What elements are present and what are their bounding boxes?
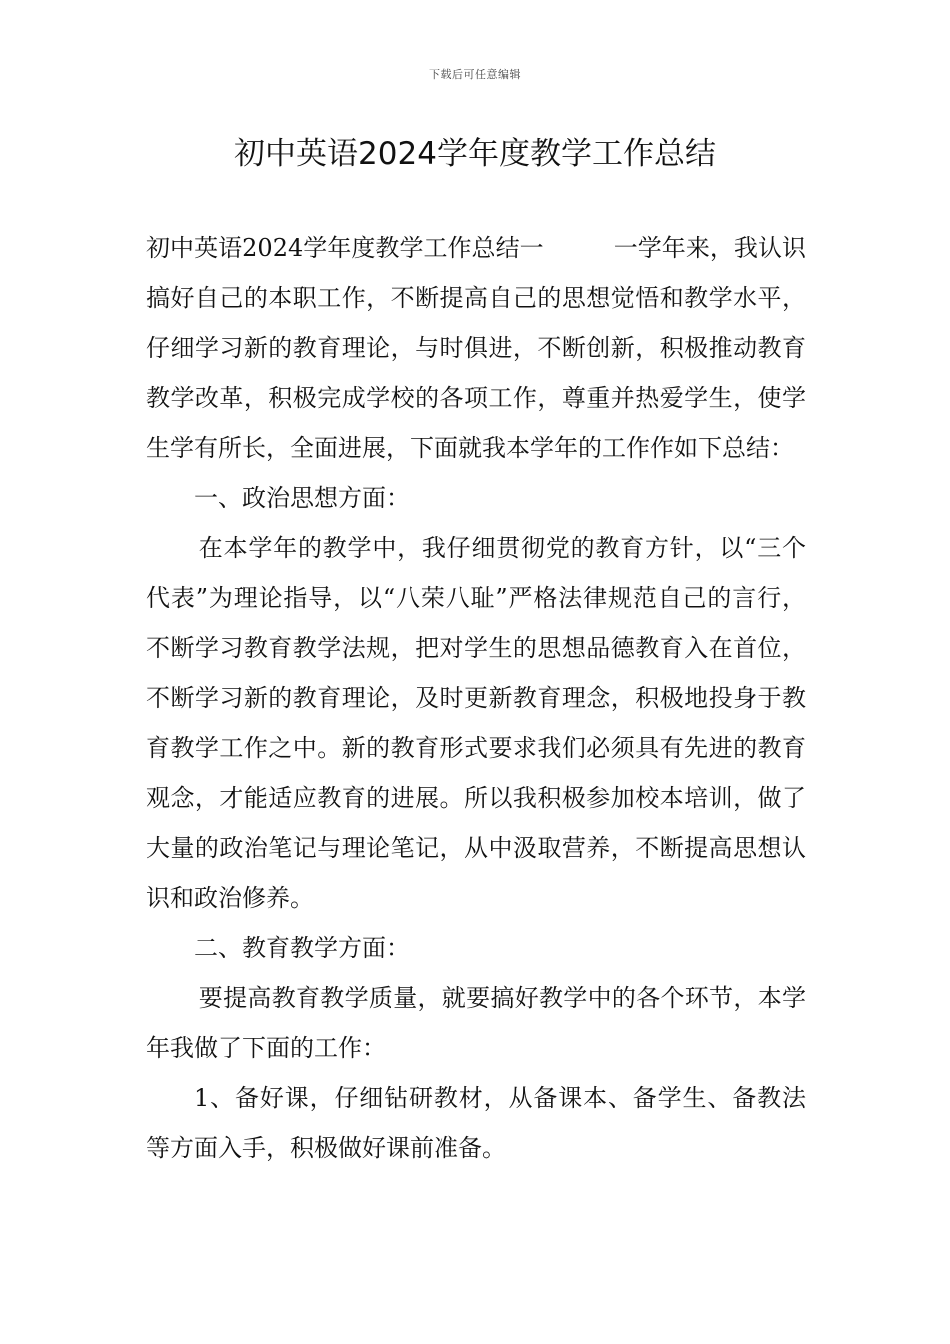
header-note: 下载后可任意编辑 xyxy=(429,68,521,81)
section1-paragraph: 在本学年的教学中，我仔细贯彻党的教育方针，以“三个代表”为理论指导，以“八荣八耻”严格法律规范自己的言行，不断学习教育教学法规，把对学生的思想品德教育入在首位，不断学习新的教育理论，及时更新教育理念，积极地投身于教育教学工作之中。新的教育形式要求我们必须具有先进的教育观念，才能适应教育的进展。所以我积极参加校本培训，做了大量的政治笔记与理论笔记，从中汲取营养，不断提高思想认识和政治修养。 xyxy=(146,534,806,912)
section2-paragraph: 要提高教育教学质量，就要搞好教学中的各个环节，本学年我做了下面的工作： xyxy=(146,984,806,1062)
section2-heading: 二、教育教学方面： xyxy=(194,934,410,962)
intro-paragraph xyxy=(146,223,806,473)
section1-heading: 一、政治思想方面： xyxy=(194,484,410,512)
intro-lead: 初中英语2024学年度教学工作总结一 xyxy=(146,234,544,262)
intro-body: 一学年来，我认识搞好自己的本职工作，不断提高自己的思想觉悟和教学水平，仔细学习新的教育理论，与时俱进，不断创新，积极推动教育教学改革，积极完成学校的各项工作，尊重并热爱学生，使学生学有所长，全面进展，下面就我本学年的工作作如下总结： xyxy=(146,234,807,462)
document-title: 初中英语2024学年度教学工作总结 xyxy=(234,136,716,172)
document-body xyxy=(146,223,806,1173)
item1-paragraph: 1、备好课，仔细钻研教材，从备课本、备学生、备教法等方面入手，积极做好课前准备。 xyxy=(146,1084,806,1162)
